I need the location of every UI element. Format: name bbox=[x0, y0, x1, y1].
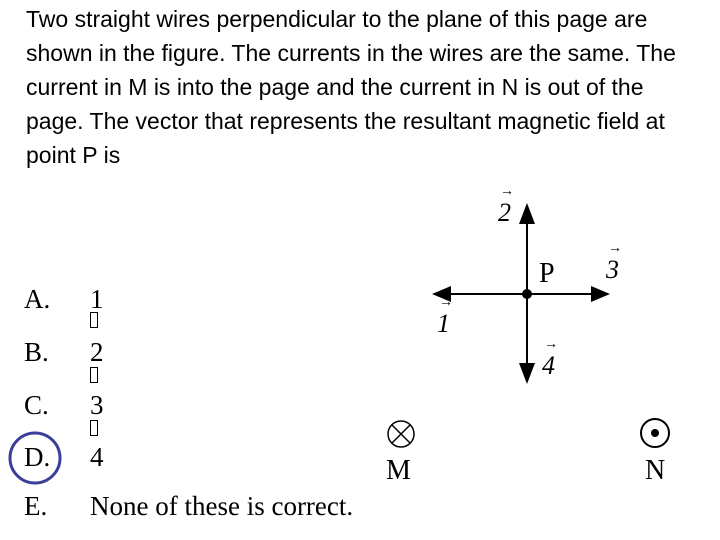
option-c-letter[interactable]: C. bbox=[24, 390, 49, 420]
vector-1-label: → 1 bbox=[437, 295, 453, 338]
arrow-down-icon bbox=[519, 363, 535, 384]
option-b-value: 2 bbox=[90, 337, 104, 367]
option-a-letter[interactable]: A. bbox=[24, 284, 51, 314]
vector-4-label: → 4 bbox=[542, 337, 558, 380]
arrow-up-icon bbox=[519, 203, 535, 224]
wire-n-label: N bbox=[645, 455, 666, 486]
vector-arrow-mark: → bbox=[608, 241, 622, 256]
question-text: Two straight wires perpendicular to the plane of this page are shown in the figure. The currents in the wires are the same. The current in M is into the page and the current in N is out of the page. The vector that represents the resultant magnetic field at point P is bbox=[26, 6, 676, 168]
vector-arrow-mark: → bbox=[439, 295, 453, 310]
option-b-letter[interactable]: B. bbox=[24, 337, 49, 367]
vector-2-label: → 2 bbox=[498, 184, 514, 227]
option-c-value: 3 bbox=[90, 390, 104, 420]
option-e-value: None of these is correct. bbox=[90, 491, 354, 521]
option-e-letter[interactable]: E. bbox=[24, 491, 48, 521]
point-p-label: P bbox=[539, 258, 555, 289]
arrow-right-icon bbox=[591, 286, 610, 302]
point-p-dot bbox=[522, 289, 532, 299]
cross-circle-icon bbox=[388, 421, 414, 447]
option-a-value: 1 bbox=[90, 284, 104, 314]
vector-arrow-mark: → bbox=[500, 184, 514, 199]
vector-arrow-mark: → bbox=[544, 337, 558, 352]
option-d-letter[interactable]: D. bbox=[24, 442, 51, 472]
option-d-value: 4 bbox=[90, 442, 104, 472]
vector-3-label: → 3 bbox=[606, 241, 622, 284]
dot-circle-icon bbox=[641, 419, 669, 447]
wire-m-label: M bbox=[386, 455, 411, 486]
selected-answer-circle bbox=[10, 433, 60, 483]
